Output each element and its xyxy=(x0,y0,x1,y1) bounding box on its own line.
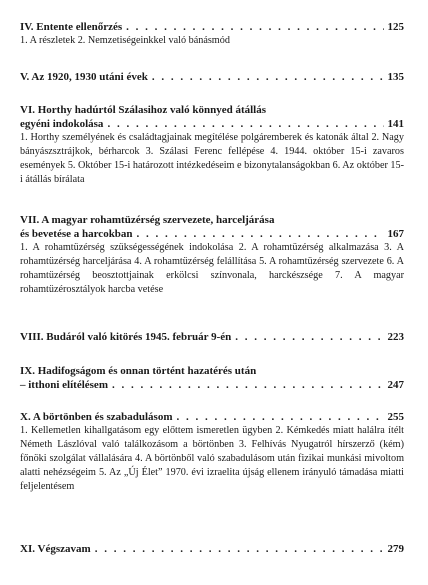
page-number: 125 xyxy=(387,21,404,33)
page-number: 255 xyxy=(387,411,404,423)
chapter-title-line: VI. Horthy hadúrtól Szálasihoz való könnyed átállás xyxy=(20,104,267,116)
section-list: 1. A rohamtüzérség szükségességének indokolása 2. A rohamtüzérség alkalmazása 3. A rohamtüzérség harceljárása 4. A rohamtüzérség felállítása 5. A rohamtüzérség szervezete 6. A rohamtüzérség beosztottjainak erkölcsi színvonala, harckészsége 7. A magyar rohamtüzérosztályok harcba vetése xyxy=(20,242,404,295)
toc-entry-11 xyxy=(20,542,404,556)
chapter-title-line: IX. Hadifogságom és onnan történt hazatérés után xyxy=(20,365,257,377)
chapter-title: és bevetése a harcokban xyxy=(20,228,133,240)
chapter-title: – itthoni elítélésem xyxy=(20,379,108,391)
page-number: 141 xyxy=(387,118,404,130)
toc-entry-4 xyxy=(20,20,404,48)
chapter-title: X. A börtönben és szabadulásom xyxy=(20,411,173,423)
dot-leader xyxy=(126,20,383,34)
toc-entry-heading xyxy=(20,410,404,424)
dot-leader xyxy=(235,330,383,344)
toc-entry-5 xyxy=(20,70,404,84)
chapter-title: XI. Végszavam xyxy=(20,543,91,555)
toc-entry-8 xyxy=(20,330,404,344)
page-number: 223 xyxy=(387,331,404,343)
dot-leader xyxy=(152,70,384,84)
toc-entry-heading xyxy=(20,330,404,344)
toc-entry-heading xyxy=(20,542,404,556)
toc-entry-7 xyxy=(20,213,404,297)
chapter-title: VIII. Budáról való kitörés 1945. február 9-én xyxy=(20,331,232,343)
page-number: 135 xyxy=(387,71,404,83)
dot-leader xyxy=(177,410,384,424)
toc-entry-heading xyxy=(20,227,404,241)
dot-leader xyxy=(95,542,384,556)
toc-entry-10 xyxy=(20,410,404,494)
chapter-title: IV. Entente ellenőrzés xyxy=(20,21,123,33)
toc-entry-heading xyxy=(20,20,404,34)
dot-leader xyxy=(107,117,383,131)
page-number: 247 xyxy=(387,379,404,391)
dot-leader xyxy=(137,227,384,241)
toc-entry-heading xyxy=(20,70,404,84)
dot-leader xyxy=(112,378,384,392)
toc-entry-heading xyxy=(20,117,404,131)
page-number: 279 xyxy=(387,543,404,555)
toc-entry-9 xyxy=(20,364,404,392)
page-number: 167 xyxy=(387,228,404,240)
section-list: 1. Horthy személyének és családtagjainak megítélése polgáremberek és katonák által 2. Nagy bányászsztrájkok, bérharcok 3. Szálasi Ferenc fellépése 4. 1944. október 15-i zavaros események 5. Október 15-i határozott intézkedéseim e bizonytalanságokban 6. Az október 15-i átállás bírálata xyxy=(20,132,404,185)
section-list: 1. A részletek 2. Nemzetiségeinkkel való bánásmód xyxy=(20,35,230,46)
toc-entry-6 xyxy=(20,103,404,187)
section-list: 1. Kellemetlen kihallgatásom egy előttem ismeretlen ügyben 2. Kémkedés miatt halálra ítélt Németh Lászlóval való találkozásom a börtönben 3. Felhívás Nyugatról hírszerző (kém) főnöki szolgálat vállalására 4. A börtönből való szabadulásom után fizikai munkási mivoltom alatti nehézségeim 5. Az „Új Élet” 1970. évi izraelita újság ellenem irányuló támadása miatti feljelentésem xyxy=(20,425,404,492)
chapter-title: egyéni indokolása xyxy=(20,118,104,130)
chapter-title: V. Az 1920, 1930 utáni évek xyxy=(20,71,148,83)
chapter-title-line: VII. A magyar rohamtüzérség szervezete, harceljárása xyxy=(20,214,275,226)
toc-entry-heading xyxy=(20,378,404,392)
